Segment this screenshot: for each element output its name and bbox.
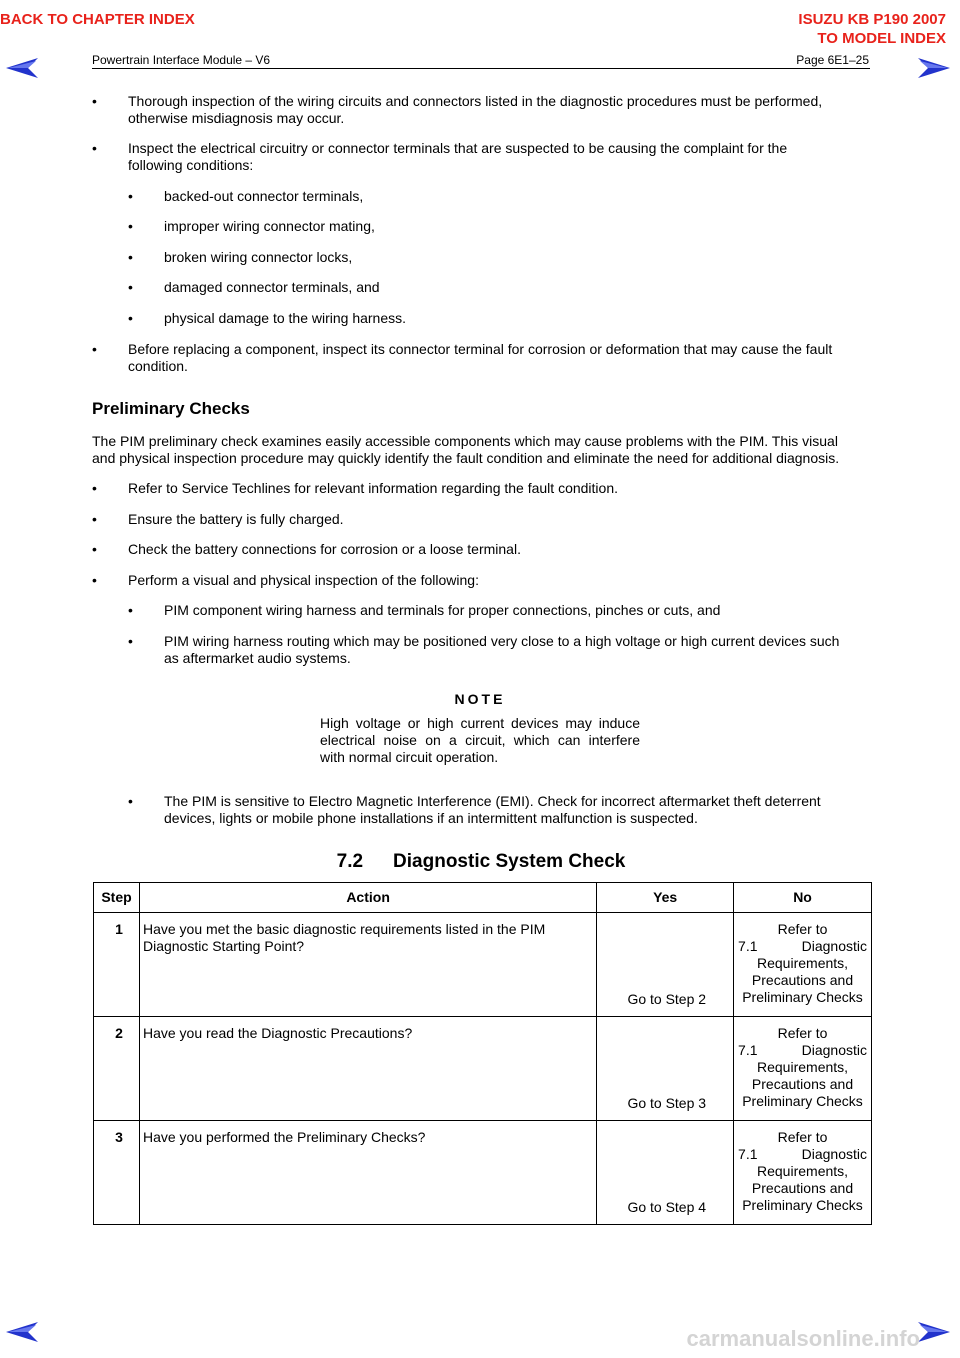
no-cell: Refer to 7.1 Diagnostic Requirements, Precautions and Preliminary Checks	[734, 913, 872, 1017]
table-row	[94, 1121, 872, 1225]
condition-item: • damaged connector terminals, and	[128, 279, 380, 295]
condition-item: • broken wiring connector locks,	[128, 249, 353, 265]
to-model-index-link[interactable]: TO MODEL INDEX	[817, 30, 946, 47]
no-cell: Refer to 7.1 Diagnostic Requirements, Precautions and Preliminary Checks	[734, 1017, 872, 1121]
header-rule	[92, 68, 870, 69]
table-header-row	[94, 883, 872, 913]
preliminary-item: • Refer to Service Techlines for relevant information regarding the fault condition.	[92, 480, 619, 496]
preliminary-intro-line-2: and physical inspection procedure may quickly identify the fault condition and eliminate the need for additional diagnosis.	[92, 450, 840, 466]
preliminary-item: • Ensure the battery is fully charged.	[92, 511, 344, 527]
yes-cell: Go to Step 4	[597, 1121, 734, 1225]
bullet-inspect-circuitry: • Inspect the electrical circuitry or connector terminals that are suspected to be causing the complaint for the following conditions:	[92, 140, 788, 173]
next-page-arrow-icon[interactable]	[918, 58, 950, 78]
next-page-arrow-bottom-icon[interactable]	[918, 1322, 950, 1342]
note-line-1: High voltage or high current devices may induce	[320, 715, 640, 731]
diagnostic-table	[93, 882, 872, 1225]
back-to-chapter-index-link[interactable]: BACK TO CHAPTER INDEX	[0, 11, 195, 28]
inspection-sub-item: • PIM component wiring harness and terminals for proper connections, pinches or cuts, and	[128, 602, 721, 618]
inspection-sub-item: • PIM wiring harness routing which may be positioned very close to a high voltage or high current devices such as aftermarket audio systems.	[128, 633, 840, 666]
column-header-yes: Yes	[597, 883, 734, 913]
no-cell: Refer to 7.1 Diagnostic Requirements, Precautions and Preliminary Checks	[734, 1121, 872, 1225]
preliminary-item: • Check the battery connections for corrosion or a loose terminal.	[92, 541, 521, 557]
bullet-thorough-inspection: • Thorough inspection of the wiring circuits and connectors listed in the diagnostic procedures must be performed, otherwise misdiagnosis may occur.	[92, 93, 823, 126]
preliminary-checks-heading: Preliminary Checks	[92, 399, 250, 418]
note-title: NOTE	[454, 691, 506, 707]
yes-cell: Go to Step 3	[597, 1017, 734, 1121]
prev-page-arrow-bottom-icon[interactable]	[6, 1322, 38, 1342]
step-number: 1	[94, 913, 140, 1017]
column-header-no: No	[734, 883, 872, 913]
column-header-action: Action	[139, 883, 596, 913]
step-number: 3	[94, 1121, 140, 1225]
bullet-before-replacing: • Before replacing a component, inspect its connector terminal for corrosion or deformation that may cause the fault condition.	[92, 341, 833, 374]
note-line-3: with normal circuit operation.	[320, 749, 499, 765]
note-line-2: electrical noise on a circuit, which can interfere	[320, 732, 640, 748]
table-row	[94, 1017, 872, 1121]
condition-item: • improper wiring connector mating,	[128, 218, 375, 234]
table-row	[94, 913, 872, 1017]
preliminary-intro-line-1: The PIM preliminary check examines easily accessible components which may cause problems with the PIM. This visual	[92, 433, 838, 449]
step-number: 2	[94, 1017, 140, 1121]
preliminary-item: • Perform a visual and physical inspection of the following:	[92, 572, 479, 588]
model-title-link[interactable]: ISUZU KB P190 2007	[798, 11, 946, 28]
page-number: Page 6E1–25	[796, 53, 869, 67]
column-header-step: Step	[94, 883, 140, 913]
bullet-emi-sensitivity: • The PIM is sensitive to Electro Magnetic Interference (EMI). Check for incorrect aftermarket theft deterrent devices, lights or mobile phone installations if an intermittent malfunction is suspected.	[128, 793, 821, 826]
action-cell: Have you met the basic diagnostic requirements listed in the PIM Diagnostic Starting Point?	[139, 913, 596, 1017]
running-header-title: Powertrain Interface Module – V6	[92, 53, 271, 67]
action-cell: Have you performed the Preliminary Checks?	[139, 1121, 596, 1225]
section-number: 7.2	[336, 851, 364, 872]
section-heading	[92, 851, 870, 873]
action-cell: Have you read the Diagnostic Precautions?	[139, 1017, 596, 1121]
condition-item: • physical damage to the wiring harness.	[128, 310, 407, 326]
footer-watermark: carmanualsonline.info	[686, 1326, 920, 1351]
yes-cell: Go to Step 2	[597, 913, 734, 1017]
prev-page-arrow-icon[interactable]	[6, 58, 38, 78]
condition-item: • backed-out connector terminals,	[128, 188, 364, 204]
section-title: Diagnostic System Check	[393, 851, 626, 872]
